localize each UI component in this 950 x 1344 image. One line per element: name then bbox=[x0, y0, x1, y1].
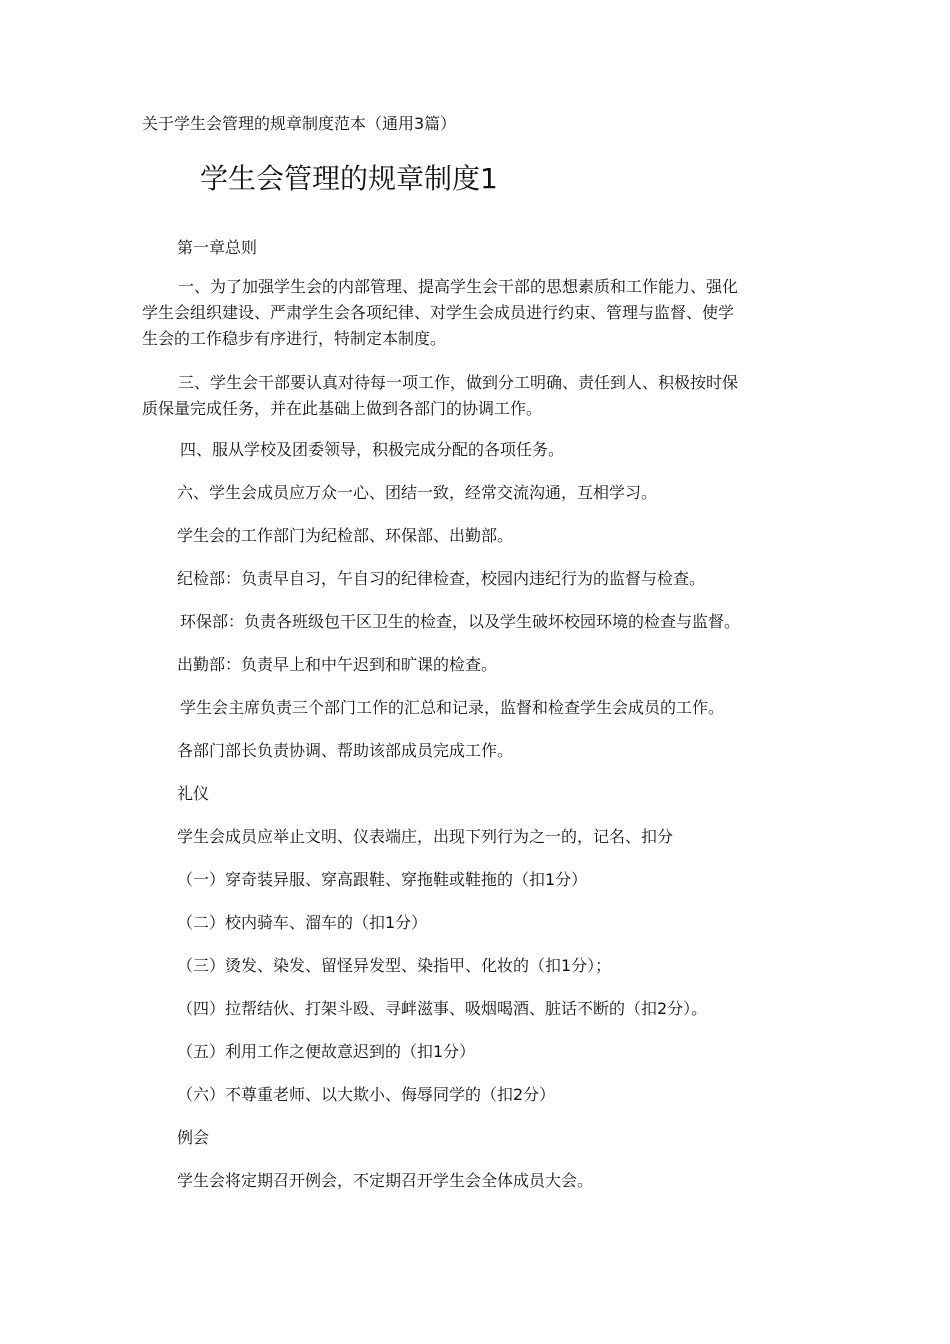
discipline-dept-text: 纪检部：负责早自习，午自习的纪律检查，校园内违纪行为的监督与检查。 bbox=[177, 569, 706, 588]
meeting-heading: 例会 bbox=[177, 1128, 210, 1147]
paragraph-1-line-1: 一、为了加强学生会的内部管理、提高学生会干部的思想素质和工作能力、强化 bbox=[178, 277, 739, 296]
etiquette-intro: 学生会成员应举止文明、仪表端庄，出现下列行为之一的，记名、扣分 bbox=[177, 827, 674, 846]
paragraph-4: 四、服从学校及团委领导，积极完成分配的各项任务。 bbox=[180, 440, 565, 459]
paragraph-1-line-2: 学生会组织建设、严肃学生会各项纪律、对学生会成员进行约束、管理与监督、使学 bbox=[142, 303, 735, 322]
etiquette-heading: 礼仪 bbox=[177, 784, 210, 803]
meeting-text: 学生会将定期召开例会，不定期召开学生会全体成员大会。 bbox=[177, 1171, 594, 1190]
document-title: 关于学生会管理的规章制度范本（通用3篇） bbox=[142, 114, 457, 133]
rule-item: （三）烫发、染发、留怪异发型、染指甲、化妆的（扣1分）； bbox=[177, 956, 612, 975]
chairman-text: 学生会主席负责三个部门工作的汇总和记录，监督和检查学生会成员的工作。 bbox=[180, 698, 725, 717]
paragraph-1-line-3: 生会的工作稳步有序进行，特制定本制度。 bbox=[142, 329, 447, 348]
environment-dept-text: 环保部：负责各班级包干区卫生的检查，以及学生破坏校园环境的检查与监督。 bbox=[180, 612, 741, 631]
paragraph-3 bbox=[142, 370, 818, 422]
chapter-heading: 第一章总则 bbox=[177, 238, 258, 257]
attendance-dept-text: 出勤部：负责早上和中午迟到和旷课的检查。 bbox=[177, 655, 498, 674]
paragraph-1 bbox=[142, 274, 818, 352]
rule-item: （六）不尊重老师、以大欺小、侮辱同学的（扣2分） bbox=[177, 1085, 556, 1104]
departments-text: 学生会的工作部门为纪检部、环保部、出勤部。 bbox=[177, 526, 514, 545]
paragraph-3-line-2: 质保量完成任务，并在此基础上做到各部门的协调工作。 bbox=[142, 399, 543, 418]
rule-item: （二）校内骑车、溜车的（扣1分） bbox=[177, 913, 428, 932]
paragraph-3-line-1: 三、学生会干部要认真对待每一项工作，做到分工明确、责任到人、积极按时保 bbox=[178, 373, 739, 392]
paragraph-6: 六、学生会成员应万众一心、团结一致，经常交流沟通，互相学习。 bbox=[177, 483, 658, 502]
rule-item: （四）拉帮结伙、打架斗殴、寻衅滋事、吸烟喝酒、脏话不断的（扣2分）。 bbox=[177, 999, 708, 1018]
section-heading: 学生会管理的规章制度1 bbox=[200, 162, 498, 195]
rule-item: （五）利用工作之便故意迟到的（扣1分） bbox=[177, 1042, 476, 1061]
ministers-text: 各部门部长负责协调、帮助该部成员完成工作。 bbox=[177, 741, 514, 760]
rule-item: （一）穿奇装异服、穿高跟鞋、穿拖鞋或鞋拖的（扣1分） bbox=[177, 870, 588, 889]
